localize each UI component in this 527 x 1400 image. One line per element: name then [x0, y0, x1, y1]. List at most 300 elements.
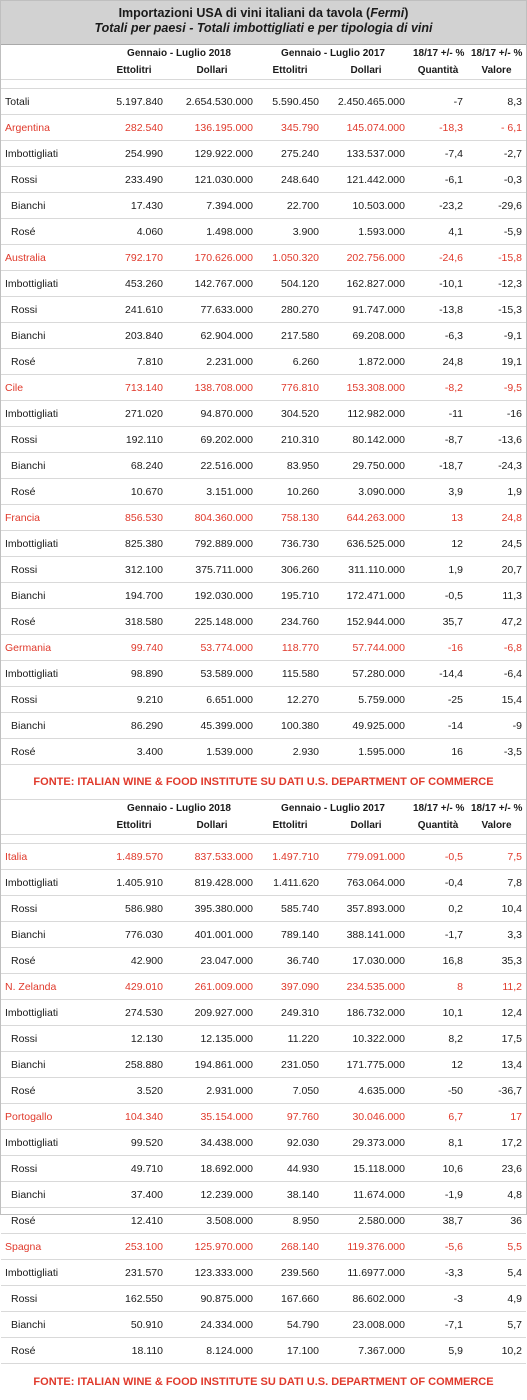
dollari-2017-cell: 29.373.000	[323, 1130, 409, 1156]
change-valore-cell: 4,8	[467, 1182, 526, 1208]
imports-table-2	[1, 800, 526, 1364]
ettolitri-2017-cell: 6.260	[257, 349, 323, 375]
total-row	[1, 89, 526, 115]
change-quantita-cell: -0,5	[409, 583, 467, 609]
table-row	[1, 1208, 526, 1234]
country-row	[1, 505, 526, 531]
period-2018: Gennaio - Luglio 2018	[127, 48, 231, 59]
ettolitri-2017-cell: 248.640	[257, 167, 323, 193]
dollari-2018-cell: 121.030.000	[167, 167, 257, 193]
ettolitri-2018-cell: 4.060	[101, 219, 167, 245]
change-quantita-cell: -10,1	[409, 271, 467, 297]
ettolitri-2018-cell: 68.240	[101, 453, 167, 479]
dollari-2017-cell: 779.091.000	[323, 844, 409, 870]
change-valore-cell: 8,3	[467, 89, 526, 115]
row-label: Imbottigliati	[1, 401, 101, 427]
ettolitri-2018-cell: 99.740	[101, 635, 167, 661]
table-row	[1, 870, 526, 896]
ettolitri-2017-cell: 585.740	[257, 896, 323, 922]
ettolitri-2017-cell: 345.790	[257, 115, 323, 141]
ettolitri-2017-cell: 397.090	[257, 974, 323, 1000]
dollari-2018-cell: 7.394.000	[167, 193, 257, 219]
ettolitri-2017-cell: 12.270	[257, 687, 323, 713]
table-row	[1, 349, 526, 375]
ettolitri-2017-cell: 11.220	[257, 1026, 323, 1052]
change-quantita-cell: -14	[409, 713, 467, 739]
dollari-2018-cell: 23.047.000	[167, 948, 257, 974]
ettolitri-2017-cell: 54.790	[257, 1312, 323, 1338]
col-dollari-2017: Dollari	[323, 62, 409, 80]
ettolitri-2017-cell: 8.950	[257, 1208, 323, 1234]
change-quantita-cell: 8,1	[409, 1130, 467, 1156]
change-quantita-cell: 10,6	[409, 1156, 467, 1182]
ettolitri-2018-cell: 274.530	[101, 1000, 167, 1026]
dollari-2018-cell: 3.151.000	[167, 479, 257, 505]
table-row	[1, 739, 526, 765]
ettolitri-2017-cell: 115.580	[257, 661, 323, 687]
table-row	[1, 141, 526, 167]
source-note-1: FONTE: ITALIAN WINE & FOOD INSTITUTE SU DATI U.S. DEPARTMENT OF COMMERCE	[1, 765, 526, 800]
ettolitri-2018-cell: 9.210	[101, 687, 167, 713]
country-row	[1, 115, 526, 141]
row-label: N. Zelanda	[1, 974, 101, 1000]
change-quantita-cell: 24,8	[409, 349, 467, 375]
ettolitri-2017-cell: 10.260	[257, 479, 323, 505]
dollari-2017-cell: 80.142.000	[323, 427, 409, 453]
change-quantita-cell: -8,2	[409, 375, 467, 401]
table-row	[1, 1026, 526, 1052]
change-valore-cell: -36,7	[467, 1078, 526, 1104]
row-label: Totali	[1, 89, 101, 115]
table-row	[1, 1286, 526, 1312]
period-2017: Gennaio - Luglio 2017	[281, 803, 385, 814]
dollari-2017-cell: 3.090.000	[323, 479, 409, 505]
dollari-2017-cell: 91.747.000	[323, 297, 409, 323]
dollari-2017-cell: 10.322.000	[323, 1026, 409, 1052]
title-line-2: Totali per paesi - Totali imbottigliati e per tipologia di vini	[94, 21, 433, 35]
change-valore-cell: -16	[467, 401, 526, 427]
dollari-2018-cell: 6.651.000	[167, 687, 257, 713]
dollari-2018-cell: 1.539.000	[167, 739, 257, 765]
table-1-header-columns	[1, 62, 526, 80]
row-label: Imbottigliati	[1, 531, 101, 557]
dollari-2018-cell: 77.633.000	[167, 297, 257, 323]
change-valore-cell: 5,4	[467, 1260, 526, 1286]
row-label: Imbottigliati	[1, 661, 101, 687]
table-2-header-columns	[1, 817, 526, 835]
ettolitri-2017-cell: 306.260	[257, 557, 323, 583]
change-quantita-cell: -7,1	[409, 1312, 467, 1338]
ettolitri-2017-cell: 789.140	[257, 922, 323, 948]
change-quantita-cell: 12	[409, 1052, 467, 1078]
dollari-2018-cell: 192.030.000	[167, 583, 257, 609]
title-bar	[1, 1, 526, 45]
ettolitri-2018-cell: 192.110	[101, 427, 167, 453]
change-valore-cell: 17,2	[467, 1130, 526, 1156]
change-valore-cell: 15,4	[467, 687, 526, 713]
change-valore-cell: 47,2	[467, 609, 526, 635]
table-row	[1, 1182, 526, 1208]
ettolitri-2018-cell: 194.700	[101, 583, 167, 609]
dollari-2018-cell: 401.001.000	[167, 922, 257, 948]
ettolitri-2017-cell: 504.120	[257, 271, 323, 297]
dollari-2017-cell: 133.537.000	[323, 141, 409, 167]
change-quantita-cell: -16	[409, 635, 467, 661]
ettolitri-2018-cell: 18.110	[101, 1338, 167, 1364]
change-quantita-cell: -7,4	[409, 141, 467, 167]
dollari-2017-cell: 171.775.000	[323, 1052, 409, 1078]
change-valore-cell: -13,6	[467, 427, 526, 453]
country-row	[1, 974, 526, 1000]
change-valore-cell: 36	[467, 1208, 526, 1234]
ettolitri-2017-cell: 2.930	[257, 739, 323, 765]
ettolitri-2017-cell: 5.590.450	[257, 89, 323, 115]
dollari-2018-cell: 138.708.000	[167, 375, 257, 401]
dollari-2018-cell: 194.861.000	[167, 1052, 257, 1078]
dollari-2018-cell: 837.533.000	[167, 844, 257, 870]
row-label: Rosé	[1, 609, 101, 635]
table-row	[1, 609, 526, 635]
change-val-header: 18/17 +/- %	[471, 803, 523, 814]
dollari-2017-cell: 57.280.000	[323, 661, 409, 687]
change-valore-cell: 7,5	[467, 844, 526, 870]
ettolitri-2017-cell: 776.810	[257, 375, 323, 401]
ettolitri-2017-cell: 118.770	[257, 635, 323, 661]
ettolitri-2018-cell: 586.980	[101, 896, 167, 922]
ettolitri-2018-cell: 258.880	[101, 1052, 167, 1078]
table-row	[1, 297, 526, 323]
row-label: Rossi	[1, 1026, 101, 1052]
change-valore-cell: -6,8	[467, 635, 526, 661]
dollari-2017-cell: 112.982.000	[323, 401, 409, 427]
ettolitri-2018-cell: 98.890	[101, 661, 167, 687]
ettolitri-2017-cell: 249.310	[257, 1000, 323, 1026]
change-valore-cell: 11,3	[467, 583, 526, 609]
table-row	[1, 922, 526, 948]
ettolitri-2017-cell: 92.030	[257, 1130, 323, 1156]
change-quantita-cell: 10,1	[409, 1000, 467, 1026]
ettolitri-2018-cell: 3.400	[101, 739, 167, 765]
dollari-2017-cell: 644.263.000	[323, 505, 409, 531]
ettolitri-2018-cell: 42.900	[101, 948, 167, 974]
col-quantita: Quantità	[409, 62, 467, 80]
change-quantita-cell: -11	[409, 401, 467, 427]
table-row	[1, 1078, 526, 1104]
change-valore-cell: 10,2	[467, 1338, 526, 1364]
dollari-2018-cell: 8.124.000	[167, 1338, 257, 1364]
row-label: Rosé	[1, 349, 101, 375]
row-label: Imbottigliati	[1, 870, 101, 896]
dollari-2017-cell: 121.442.000	[323, 167, 409, 193]
table-row	[1, 1260, 526, 1286]
ettolitri-2017-cell: 195.710	[257, 583, 323, 609]
row-label: Bianchi	[1, 193, 101, 219]
dollari-2017-cell: 145.074.000	[323, 115, 409, 141]
row-label: Imbottigliati	[1, 1260, 101, 1286]
col-ettolitri-2017: Ettolitri	[257, 62, 323, 80]
ettolitri-2017-cell: 22.700	[257, 193, 323, 219]
change-quantita-cell: -6,3	[409, 323, 467, 349]
ettolitri-2018-cell: 271.020	[101, 401, 167, 427]
table-row	[1, 1052, 526, 1078]
change-quantita-cell: -3,3	[409, 1260, 467, 1286]
dollari-2018-cell: 53.774.000	[167, 635, 257, 661]
ettolitri-2017-cell: 1.411.620	[257, 870, 323, 896]
ettolitri-2018-cell: 3.520	[101, 1078, 167, 1104]
dollari-2017-cell: 23.008.000	[323, 1312, 409, 1338]
change-quantita-cell: 16	[409, 739, 467, 765]
change-valore-cell: 5,5	[467, 1234, 526, 1260]
row-label: Rosé	[1, 739, 101, 765]
change-quantita-cell: 8,2	[409, 1026, 467, 1052]
row-label: Rossi	[1, 1286, 101, 1312]
ettolitri-2018-cell: 233.490	[101, 167, 167, 193]
change-valore-cell: -24,3	[467, 453, 526, 479]
ettolitri-2017-cell: 97.760	[257, 1104, 323, 1130]
change-valore-cell: -6,4	[467, 661, 526, 687]
dollari-2017-cell: 162.827.000	[323, 271, 409, 297]
table-row	[1, 323, 526, 349]
col-ettolitri-2017: Ettolitri	[257, 817, 323, 835]
row-label: Bianchi	[1, 713, 101, 739]
row-label: Bianchi	[1, 922, 101, 948]
change-quantita-cell: 3,9	[409, 479, 467, 505]
ettolitri-2017-cell: 83.950	[257, 453, 323, 479]
ettolitri-2018-cell: 50.910	[101, 1312, 167, 1338]
dollari-2018-cell: 94.870.000	[167, 401, 257, 427]
change-valore-cell: 1,9	[467, 479, 526, 505]
change-valore-cell: 13,4	[467, 1052, 526, 1078]
ettolitri-2018-cell: 162.550	[101, 1286, 167, 1312]
table-row	[1, 687, 526, 713]
table-row	[1, 713, 526, 739]
ettolitri-2017-cell: 1.497.710	[257, 844, 323, 870]
change-quantita-cell: 38,7	[409, 1208, 467, 1234]
change-quantita-cell: -1,9	[409, 1182, 467, 1208]
dollari-2018-cell: 261.009.000	[167, 974, 257, 1000]
change-quantita-cell: -8,7	[409, 427, 467, 453]
change-valore-cell: -9,5	[467, 375, 526, 401]
ettolitri-2018-cell: 12.410	[101, 1208, 167, 1234]
table-row	[1, 583, 526, 609]
change-valore-cell: -9,1	[467, 323, 526, 349]
table-row	[1, 479, 526, 505]
period-2017: Gennaio - Luglio 2017	[281, 48, 385, 59]
row-label: Bianchi	[1, 1312, 101, 1338]
dollari-2018-cell: 225.148.000	[167, 609, 257, 635]
change-quantita-cell: -23,2	[409, 193, 467, 219]
change-quantita-cell: 1,9	[409, 557, 467, 583]
change-valore-cell: 4,9	[467, 1286, 526, 1312]
table-row	[1, 401, 526, 427]
table-row	[1, 1000, 526, 1026]
country-row	[1, 245, 526, 271]
ettolitri-2017-cell: 217.580	[257, 323, 323, 349]
change-valore-cell: -15,8	[467, 245, 526, 271]
ettolitri-2018-cell: 86.290	[101, 713, 167, 739]
ettolitri-2018-cell: 5.197.840	[101, 89, 167, 115]
change-quantita-cell: 13	[409, 505, 467, 531]
dollari-2018-cell: 90.875.000	[167, 1286, 257, 1312]
change-valore-cell: -0,3	[467, 167, 526, 193]
change-quantita-cell: 16,8	[409, 948, 467, 974]
spacer-row	[1, 835, 526, 844]
row-label: Rossi	[1, 557, 101, 583]
dollari-2018-cell: 22.516.000	[167, 453, 257, 479]
table-row	[1, 1338, 526, 1364]
ettolitri-2017-cell: 275.240	[257, 141, 323, 167]
ettolitri-2017-cell: 167.660	[257, 1286, 323, 1312]
row-label: Imbottigliati	[1, 1130, 101, 1156]
row-label: Rosé	[1, 1338, 101, 1364]
ettolitri-2017-cell: 7.050	[257, 1078, 323, 1104]
dollari-2018-cell: 136.195.000	[167, 115, 257, 141]
ettolitri-2018-cell: 282.540	[101, 115, 167, 141]
change-valore-cell: 17,5	[467, 1026, 526, 1052]
change-quantita-cell: -25	[409, 687, 467, 713]
table-2-header-periods	[1, 800, 526, 817]
ettolitri-2018-cell: 1.405.910	[101, 870, 167, 896]
change-quantita-cell: -0,5	[409, 844, 467, 870]
row-label: Cile	[1, 375, 101, 401]
dollari-2018-cell: 35.154.000	[167, 1104, 257, 1130]
dollari-2018-cell: 819.428.000	[167, 870, 257, 896]
change-valore-cell: 11,2	[467, 974, 526, 1000]
ettolitri-2017-cell: 280.270	[257, 297, 323, 323]
country-row	[1, 1104, 526, 1130]
ettolitri-2018-cell: 856.530	[101, 505, 167, 531]
ettolitri-2018-cell: 429.010	[101, 974, 167, 1000]
change-quantita-cell: -13,8	[409, 297, 467, 323]
change-valore-cell: 12,4	[467, 1000, 526, 1026]
change-valore-cell: -12,3	[467, 271, 526, 297]
row-label: Bianchi	[1, 453, 101, 479]
change-quantita-cell: -0,4	[409, 870, 467, 896]
ettolitri-2017-cell: 234.760	[257, 609, 323, 635]
change-valore-cell: 35,3	[467, 948, 526, 974]
dollari-2017-cell: 29.750.000	[323, 453, 409, 479]
row-label: Rosé	[1, 479, 101, 505]
table-1-header-periods	[1, 45, 526, 62]
table-row	[1, 427, 526, 453]
dollari-2017-cell: 186.732.000	[323, 1000, 409, 1026]
dollari-2018-cell: 1.498.000	[167, 219, 257, 245]
change-quantita-cell: -1,7	[409, 922, 467, 948]
col-ettolitri-2018: Ettolitri	[101, 62, 167, 80]
dollari-2017-cell: 763.064.000	[323, 870, 409, 896]
ettolitri-2017-cell: 239.560	[257, 1260, 323, 1286]
title-prefix: Importazioni USA di vini italiani da tavola (	[118, 6, 371, 20]
row-label: Bianchi	[1, 1182, 101, 1208]
ettolitri-2018-cell: 453.260	[101, 271, 167, 297]
ettolitri-2017-cell: 100.380	[257, 713, 323, 739]
ettolitri-2018-cell: 12.130	[101, 1026, 167, 1052]
change-valore-cell: 24,8	[467, 505, 526, 531]
table-row	[1, 219, 526, 245]
ettolitri-2018-cell: 318.580	[101, 609, 167, 635]
table-row	[1, 661, 526, 687]
row-label: Rossi	[1, 687, 101, 713]
ettolitri-2018-cell: 99.520	[101, 1130, 167, 1156]
col-valore: Valore	[467, 817, 526, 835]
dollari-2018-cell: 34.438.000	[167, 1130, 257, 1156]
row-label: Bianchi	[1, 323, 101, 349]
ettolitri-2018-cell: 203.840	[101, 323, 167, 349]
ettolitri-2017-cell: 38.140	[257, 1182, 323, 1208]
change-valore-cell: 3,3	[467, 922, 526, 948]
change-valore-cell: -5,9	[467, 219, 526, 245]
row-label: Rossi	[1, 167, 101, 193]
change-valore-cell: -2,7	[467, 141, 526, 167]
table-row	[1, 531, 526, 557]
row-label: Spagna	[1, 1234, 101, 1260]
change-valore-cell: 19,1	[467, 349, 526, 375]
change-valore-cell: 7,8	[467, 870, 526, 896]
change-quantita-cell: -6,1	[409, 167, 467, 193]
dollari-2017-cell: 234.535.000	[323, 974, 409, 1000]
row-label: Argentina	[1, 115, 101, 141]
row-label: Rosé	[1, 1208, 101, 1234]
ettolitri-2018-cell: 7.810	[101, 349, 167, 375]
change-quantita-cell: -7	[409, 89, 467, 115]
ettolitri-2018-cell: 253.100	[101, 1234, 167, 1260]
dollari-2017-cell: 388.141.000	[323, 922, 409, 948]
change-valore-cell: 23,6	[467, 1156, 526, 1182]
dollari-2018-cell: 3.508.000	[167, 1208, 257, 1234]
dollari-2018-cell: 142.767.000	[167, 271, 257, 297]
dollari-2018-cell: 2.931.000	[167, 1078, 257, 1104]
change-valore-cell: - 6,1	[467, 115, 526, 141]
country-row	[1, 1234, 526, 1260]
change-quantita-cell: -5,6	[409, 1234, 467, 1260]
dollari-2017-cell: 152.944.000	[323, 609, 409, 635]
change-quantita-cell: -14,4	[409, 661, 467, 687]
country-row	[1, 375, 526, 401]
change-quantita-cell: 5,9	[409, 1338, 467, 1364]
change-quantita-cell: -18,7	[409, 453, 467, 479]
row-label: Bianchi	[1, 1052, 101, 1078]
title-suffix: )	[404, 6, 409, 20]
dollari-2018-cell: 45.399.000	[167, 713, 257, 739]
dollari-2017-cell: 1.872.000	[323, 349, 409, 375]
ettolitri-2018-cell: 10.670	[101, 479, 167, 505]
dollari-2018-cell: 2.654.530.000	[167, 89, 257, 115]
table-row	[1, 453, 526, 479]
row-label: Australia	[1, 245, 101, 271]
dollari-2017-cell: 30.046.000	[323, 1104, 409, 1130]
ettolitri-2017-cell: 304.520	[257, 401, 323, 427]
dollari-2017-cell: 636.525.000	[323, 531, 409, 557]
ettolitri-2017-cell: 3.900	[257, 219, 323, 245]
dollari-2018-cell: 18.692.000	[167, 1156, 257, 1182]
dollari-2017-cell: 357.893.000	[323, 896, 409, 922]
dollari-2017-cell: 172.471.000	[323, 583, 409, 609]
change-quantita-cell: -3	[409, 1286, 467, 1312]
ettolitri-2017-cell: 44.930	[257, 1156, 323, 1182]
ettolitri-2018-cell: 49.710	[101, 1156, 167, 1182]
dollari-2018-cell: 209.927.000	[167, 1000, 257, 1026]
change-quantita-cell: -18,3	[409, 115, 467, 141]
change-quantita-cell: -24,6	[409, 245, 467, 271]
table-row	[1, 1130, 526, 1156]
dollari-2018-cell: 123.333.000	[167, 1260, 257, 1286]
dollari-2017-cell: 11.6977.000	[323, 1260, 409, 1286]
table-row	[1, 167, 526, 193]
dollari-2018-cell: 2.231.000	[167, 349, 257, 375]
row-label: Imbottigliati	[1, 1000, 101, 1026]
dollari-2017-cell: 15.118.000	[323, 1156, 409, 1182]
change-val-header: 18/17 +/- %	[471, 48, 523, 59]
